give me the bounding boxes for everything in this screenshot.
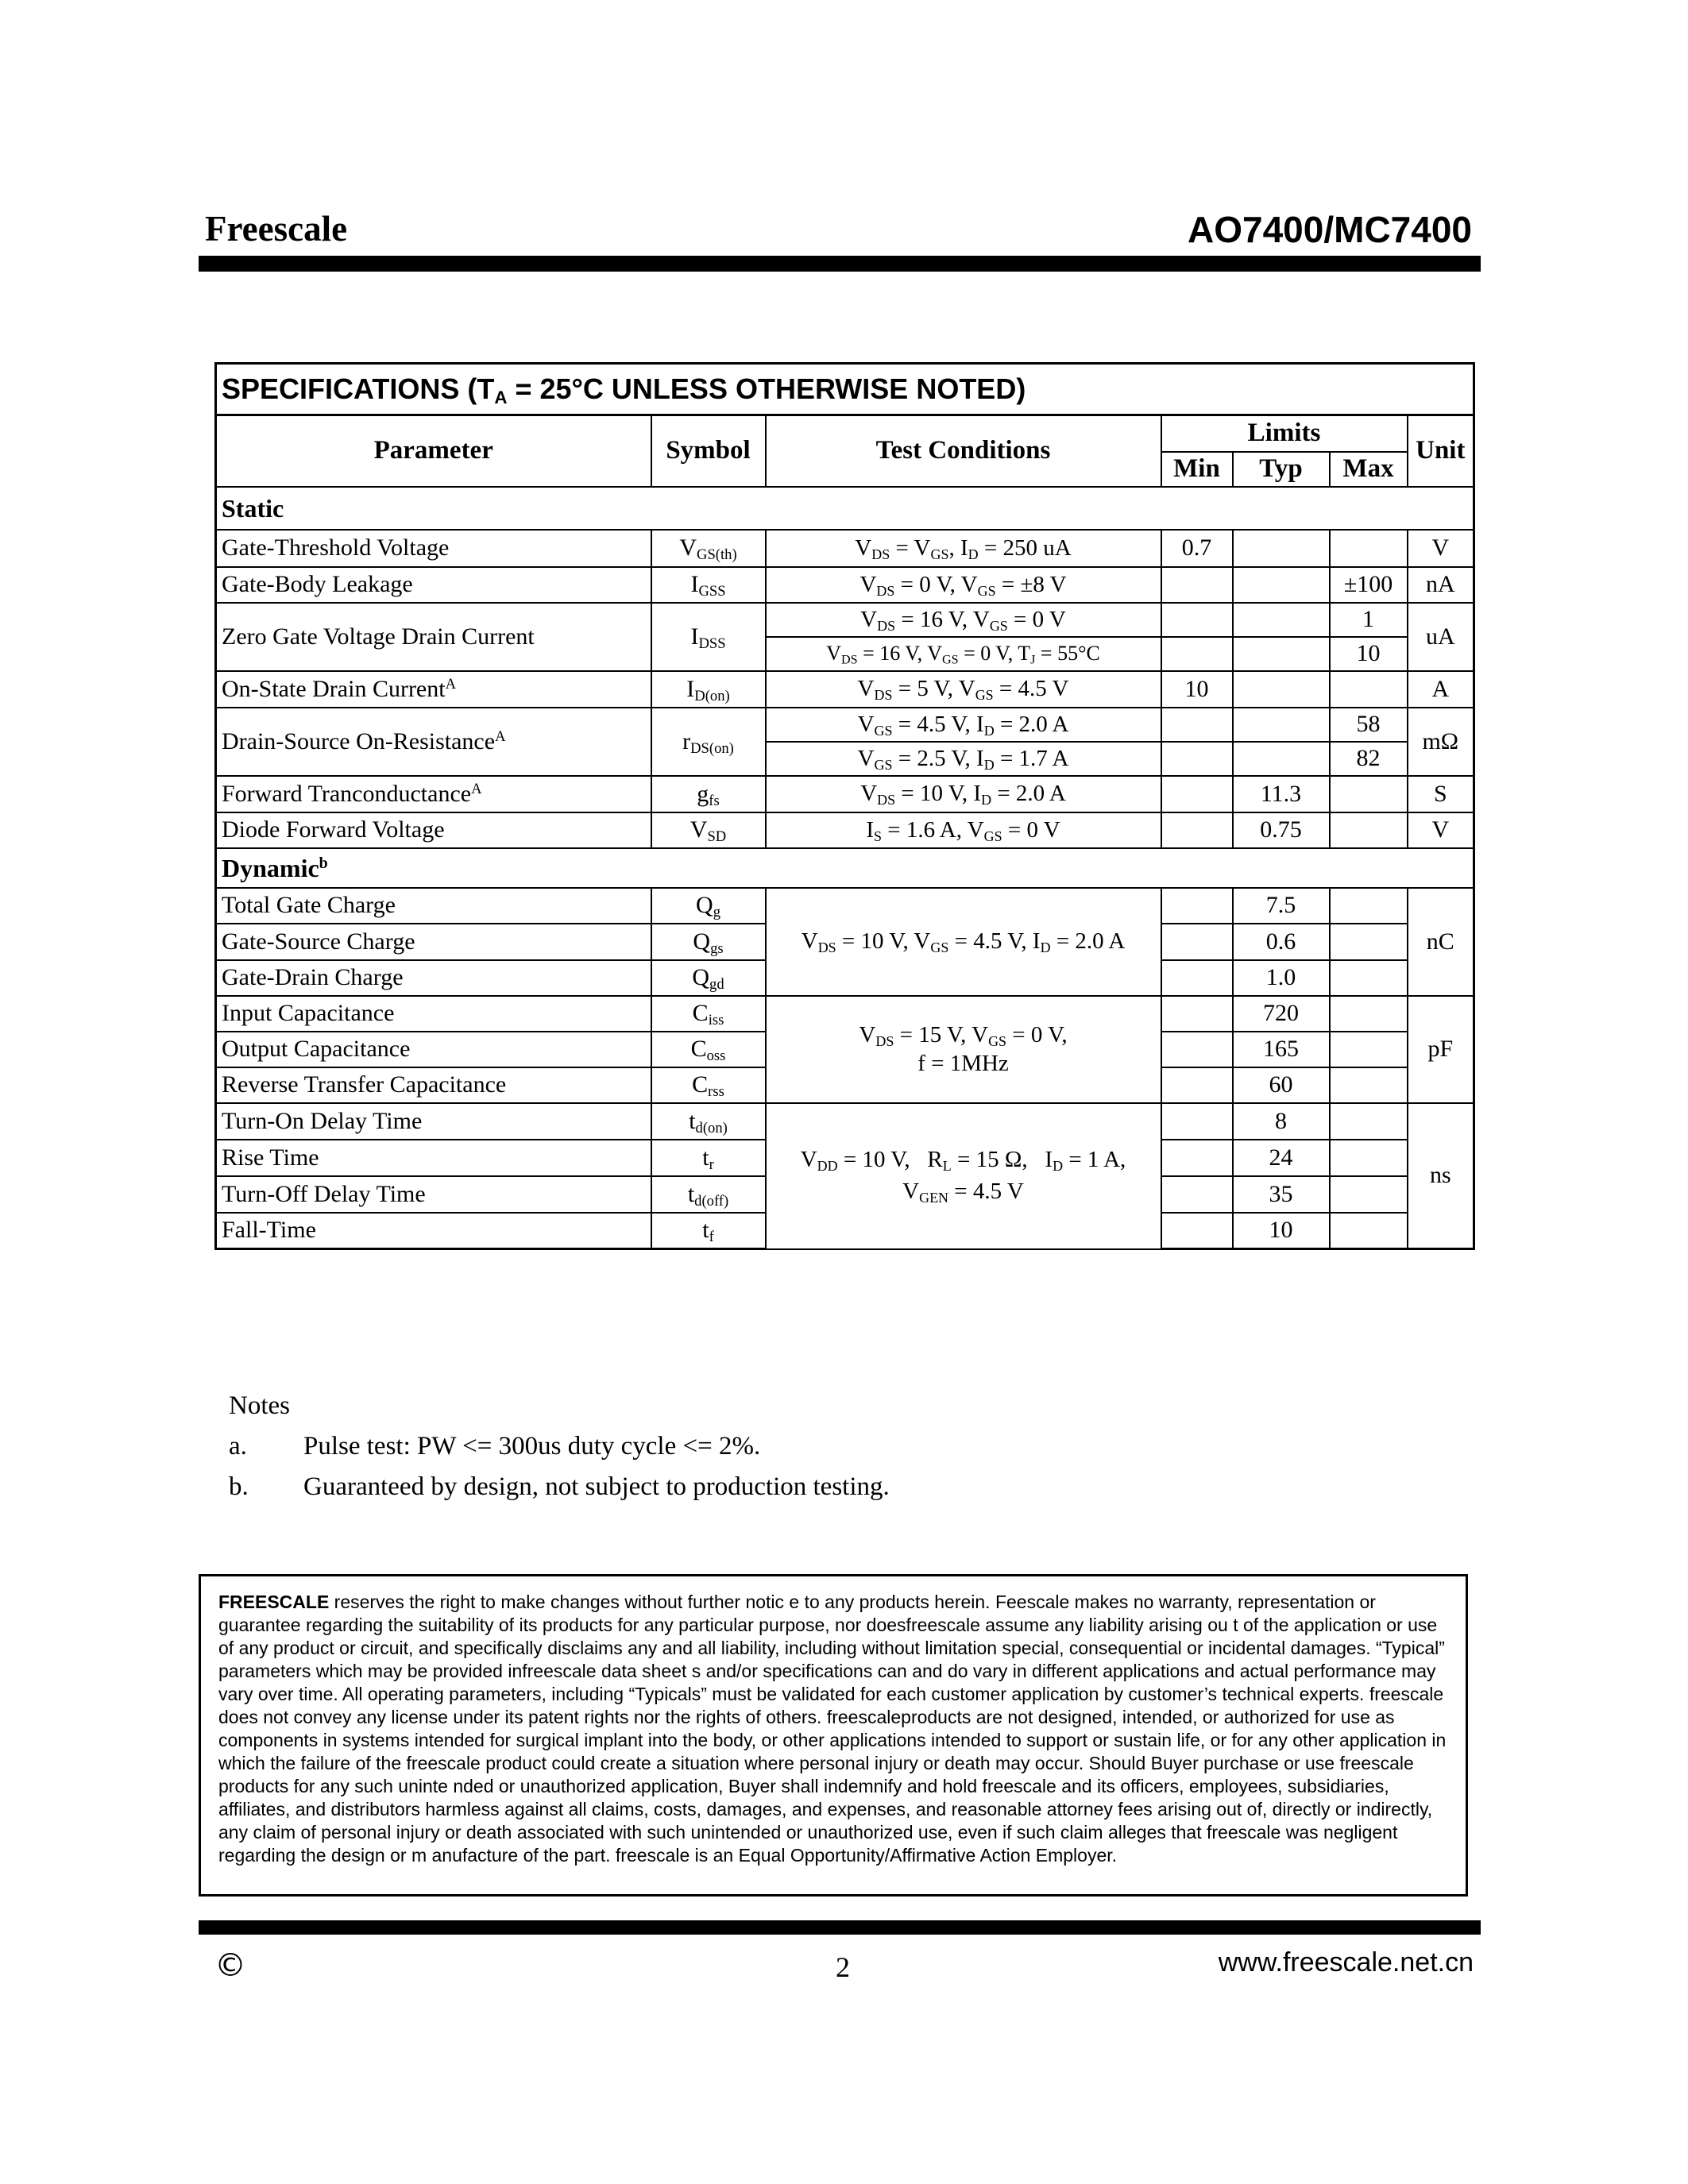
typ-cell: 165 xyxy=(1233,1032,1330,1067)
table-row xyxy=(216,567,1474,603)
symbol-cell: $Q_{gd}$ xyxy=(651,960,766,996)
min-cell xyxy=(1161,996,1233,1032)
unit-cell: V xyxy=(1408,812,1474,848)
unit-cell: A xyxy=(1408,671,1474,708)
col-header-symbol: Symbol xyxy=(651,415,766,487)
disclaimer-text: reserves the right to make changes without further notic e to any products herein. Feescale makes no warranty, representation or guarantee regarding the suitability of its products for any particular purpose, nor doesfreescale assume any liability arising ou t of the application or use of any product or circuit, and specifically disclaims any and all liability, including without limitation special, consequential or incidental damages. “Typical” parameters which may be provided infreescale data sheet s and/or specifications can and do vary in different applications and actual performance may vary over time. All operating parameters, including “Typicals” must be validated for each customer application by customer’s technical experts. freescale does not convey any license under its patent rights nor the rights of others. freescaleproducts are not designed, intended, or authorized for use as components in systems intended for surgical implant into the body, or other applications intended to support or sustain life, or for any other application in which the failure of the freescale product could create a situation where personal injury or death may occur. Should Buyer purchase or use freescale products for any such uninte nded or unauthorized application, Buyer shall indemnify and hold freescale and its officers, employees, subsidiaries, affiliates, and distributors harmless against all claims, costs, damages, and expenses, and reasonable attorney fees arising out of, directly or indirectly, any claim of personal injury or death associated with such unintended or unauthorized use, even if such claim alleges that freescale was negligent regarding the design or m anufacture of the part. freescale is an Equal Opportunity/Affirmative Action Employer. xyxy=(218,1592,1447,1866)
max-cell xyxy=(1330,671,1408,708)
unit-cell: mΩ xyxy=(1408,708,1474,776)
param-cell: Gate-Drain Charge xyxy=(216,960,651,996)
max-cell xyxy=(1330,888,1408,924)
website-link[interactable]: www.freescale.net.cn xyxy=(1218,1947,1474,1978)
unit-cell: nA xyxy=(1408,567,1474,603)
symbol-cell: $t_{d(on)}$ xyxy=(651,1103,766,1140)
typ-cell xyxy=(1233,603,1330,637)
typ-cell xyxy=(1233,637,1330,671)
unit-cell: ns xyxy=(1408,1103,1474,1249)
max-cell xyxy=(1330,1213,1408,1249)
header-rule xyxy=(199,256,1481,272)
min-cell xyxy=(1161,742,1233,776)
min-cell xyxy=(1161,603,1233,637)
brand-name: Freescale xyxy=(205,209,348,249)
symbol-cell: $C_{iss}$ xyxy=(651,996,766,1032)
test-condition-cell: $V_{DS} = 10$ V, $V_{GS} = 4.5$ V, $I_D = 2.0$ A xyxy=(766,888,1161,996)
param-cell: Gate-Source Charge xyxy=(216,924,651,960)
symbol-cell: $t_f$ xyxy=(651,1213,766,1249)
param-cell: Turn-On Delay Time xyxy=(216,1103,651,1140)
param-cell: Forward Tranconductance$^A$ xyxy=(216,776,651,812)
typ-cell: 7.5 xyxy=(1233,888,1330,924)
max-cell xyxy=(1330,924,1408,960)
table-row xyxy=(216,708,1474,742)
symbol-cell: $t_r$ xyxy=(651,1140,766,1176)
typ-cell: 24 xyxy=(1233,1140,1330,1176)
typ-cell: 720 xyxy=(1233,996,1330,1032)
min-cell xyxy=(1161,1176,1233,1213)
col-header-min: Min xyxy=(1161,452,1233,487)
symbol-cell: $Q_g$ xyxy=(651,888,766,924)
typ-cell: 35 xyxy=(1233,1176,1330,1213)
page-number: 2 xyxy=(836,1951,850,1983)
min-cell: 0.7 xyxy=(1161,530,1233,567)
min-cell xyxy=(1161,567,1233,603)
param-cell: Total Gate Charge xyxy=(216,888,651,924)
typ-cell: 11.3 xyxy=(1233,776,1330,812)
param-cell: Rise Time xyxy=(216,1140,651,1176)
legal-disclaimer xyxy=(199,1574,1468,1897)
note-label: a. xyxy=(229,1432,247,1461)
test-condition-cell: $V_{GS} = 2.5$ V, $I_D = 1.7$ A xyxy=(766,742,1161,776)
typ-cell xyxy=(1233,530,1330,567)
notes-heading: Notes xyxy=(229,1391,290,1420)
param-cell: Gate-Threshold Voltage xyxy=(216,530,651,567)
test-condition-cell: $V_{DD} = 10$ V, $R_L = 15$ Ω, $I_D = 1$ A, $V_{GEN} = 4.5$ V xyxy=(766,1103,1161,1249)
symbol-cell: $Q_{gs}$ xyxy=(651,924,766,960)
max-cell: 1 xyxy=(1330,603,1408,637)
max-cell xyxy=(1330,812,1408,848)
typ-cell xyxy=(1233,567,1330,603)
section-dynamic: Dynamic$^b$ xyxy=(216,848,1474,888)
unit-cell: nC xyxy=(1408,888,1474,996)
test-condition-cell: $V_{DS} = 16$ V, $V_{GS} = 0$ V xyxy=(766,603,1161,637)
symbol-cell: $I_{GSS}$ xyxy=(651,567,766,603)
typ-cell: 1.0 xyxy=(1233,960,1330,996)
max-cell xyxy=(1330,996,1408,1032)
param-cell: Reverse Transfer Capacitance xyxy=(216,1067,651,1103)
typ-cell: 60 xyxy=(1233,1067,1330,1103)
table-title: SPECIFICATIONS ($T_A = 25^\circ C$ UNLESS OTHERWISE NOTED) xyxy=(216,364,1474,415)
symbol-cell: $V_{SD}$ xyxy=(651,812,766,848)
min-cell xyxy=(1161,1140,1233,1176)
table-row xyxy=(216,671,1474,708)
note-item xyxy=(229,1472,890,1502)
col-header-max: Max xyxy=(1330,452,1408,487)
param-cell: Fall-Time xyxy=(216,1213,651,1249)
col-header-parameter: Parameter xyxy=(216,415,651,487)
symbol-cell: $t_{d(off)}$ xyxy=(651,1176,766,1213)
min-cell xyxy=(1161,1032,1233,1067)
unit-cell: S xyxy=(1408,776,1474,812)
table-row xyxy=(216,603,1474,637)
test-condition-cell: $V_{DS} = 5$ V, $V_{GS} = 4.5$ V xyxy=(766,671,1161,708)
typ-cell xyxy=(1233,708,1330,742)
param-cell: Turn-Off Delay Time xyxy=(216,1176,651,1213)
param-cell: Drain-Source On-Resistance$^A$ xyxy=(216,708,651,776)
part-number: AO7400/MC7400 xyxy=(1188,209,1472,250)
footer-rule xyxy=(199,1920,1481,1935)
note-text: Pulse test: PW <= 300us duty cycle <= 2%. xyxy=(303,1432,761,1461)
specifications-table xyxy=(214,362,1475,1250)
max-cell xyxy=(1330,530,1408,567)
symbol-cell: $I_{DSS}$ xyxy=(651,603,766,671)
col-header-unit: Unit xyxy=(1408,415,1474,487)
max-cell xyxy=(1330,1140,1408,1176)
symbol-cell: $V_{GS(th)}$ xyxy=(651,530,766,567)
table-row xyxy=(216,996,1474,1032)
max-cell xyxy=(1330,1032,1408,1067)
min-cell xyxy=(1161,708,1233,742)
max-cell: ±100 xyxy=(1330,567,1408,603)
table-row xyxy=(216,812,1474,848)
max-cell xyxy=(1330,1103,1408,1140)
min-cell xyxy=(1161,1213,1233,1249)
symbol-cell: $r_{DS(on)}$ xyxy=(651,708,766,776)
note-label: b. xyxy=(229,1472,249,1501)
test-condition-cell: $V_{GS} = 4.5$ V, $I_D = 2.0$ A xyxy=(766,708,1161,742)
max-cell xyxy=(1330,776,1408,812)
note-text: Guaranteed by design, not subject to production testing. xyxy=(303,1472,890,1501)
table-row xyxy=(216,1103,1474,1140)
param-cell: Zero Gate Voltage Drain Current xyxy=(216,603,651,671)
min-cell xyxy=(1161,637,1233,671)
col-header-typ: Typ xyxy=(1233,452,1330,487)
typ-cell: 10 xyxy=(1233,1213,1330,1249)
param-cell: On-State Drain Current$^A$ xyxy=(216,671,651,708)
max-cell xyxy=(1330,1067,1408,1103)
min-cell xyxy=(1161,776,1233,812)
param-cell: Input Capacitance xyxy=(216,996,651,1032)
param-cell: Output Capacitance xyxy=(216,1032,651,1067)
test-condition-cell: $V_{DS} = 15$ V, $V_{GS} = 0$ V, f = 1MHz xyxy=(766,996,1161,1103)
min-cell xyxy=(1161,888,1233,924)
note-item xyxy=(229,1432,890,1461)
symbol-cell: $C_{rss}$ xyxy=(651,1067,766,1103)
typ-cell: 0.6 xyxy=(1233,924,1330,960)
max-cell xyxy=(1330,960,1408,996)
max-cell: 10 xyxy=(1330,637,1408,671)
table-row xyxy=(216,776,1474,812)
unit-cell: V xyxy=(1408,530,1474,567)
symbol-cell: $I_{D(on)}$ xyxy=(651,671,766,708)
symbol-cell: $C_{oss}$ xyxy=(651,1032,766,1067)
min-cell xyxy=(1161,1103,1233,1140)
max-cell: 58 xyxy=(1330,708,1408,742)
test-condition-cell: $V_{DS} = 0$ V, $V_{GS} = \pm 8$ V xyxy=(766,567,1161,603)
min-cell xyxy=(1161,1067,1233,1103)
table-row xyxy=(216,530,1474,567)
test-condition-cell: $V_{DS} = V_{GS}$, $I_D = 250$ uA xyxy=(766,530,1161,567)
test-condition-cell: $V_{DS} = 16$ V, $V_{GS} = 0$ V, $T_J = 55^\circ C$ xyxy=(766,637,1161,671)
test-condition-cell: $I_S = 1.6$ A, $V_{GS} = 0$ V xyxy=(766,812,1161,848)
max-cell: 82 xyxy=(1330,742,1408,776)
copyright-icon: © xyxy=(214,1947,246,1984)
typ-cell xyxy=(1233,671,1330,708)
typ-cell: 8 xyxy=(1233,1103,1330,1140)
table-row xyxy=(216,888,1474,924)
test-condition-cell: $V_{DS} = 10$ V, $I_D = 2.0$ A xyxy=(766,776,1161,812)
col-header-test-conditions: Test Conditions xyxy=(766,415,1161,487)
symbol-cell: $g_{fs}$ xyxy=(651,776,766,812)
section-static: Static xyxy=(216,487,1474,530)
min-cell xyxy=(1161,812,1233,848)
disclaimer-firm: FREESCALE xyxy=(218,1592,330,1612)
typ-cell: 0.75 xyxy=(1233,812,1330,848)
min-cell xyxy=(1161,960,1233,996)
typ-cell xyxy=(1233,742,1330,776)
min-cell: 10 xyxy=(1161,671,1233,708)
min-cell xyxy=(1161,924,1233,960)
max-cell xyxy=(1330,1176,1408,1213)
unit-cell: pF xyxy=(1408,996,1474,1103)
param-cell: Gate-Body Leakage xyxy=(216,567,651,603)
col-header-limits: Limits xyxy=(1161,415,1408,452)
notes xyxy=(229,1391,890,1513)
unit-cell: uA xyxy=(1408,603,1474,671)
param-cell: Diode Forward Voltage xyxy=(216,812,651,848)
